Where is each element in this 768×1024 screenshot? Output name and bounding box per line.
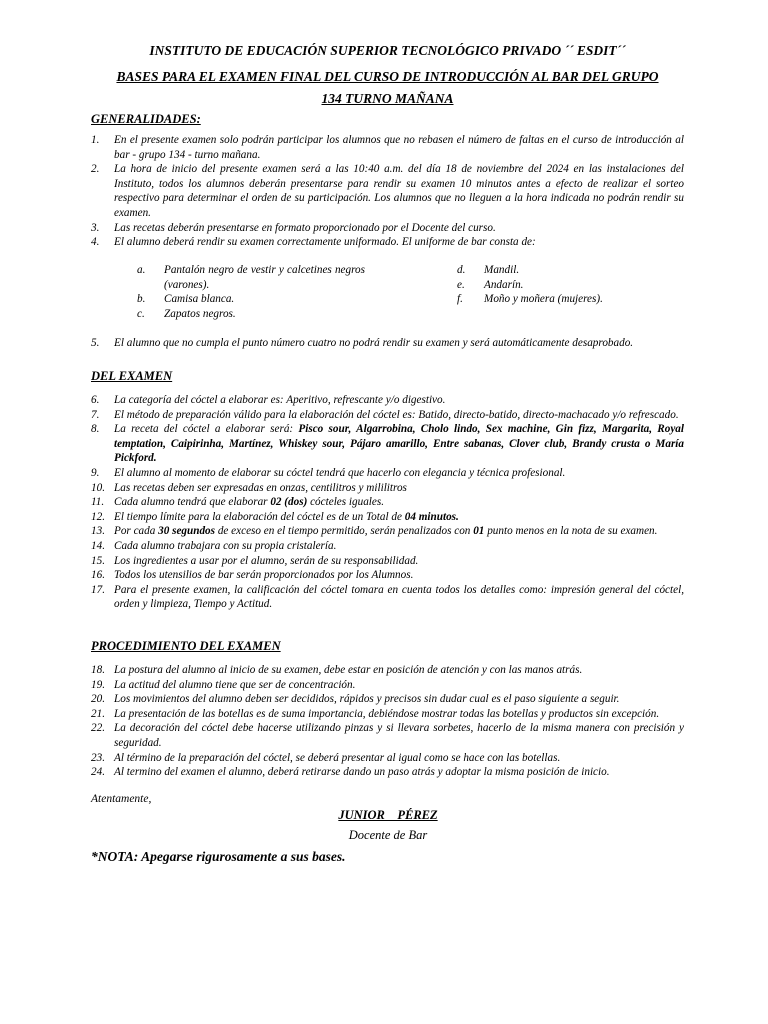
- list-item: 11. Cada alumno tendrá que elaborar 02 (dos) cócteles iguales.: [91, 496, 385, 509]
- list-item: 18. La postura del alumno al inicio de su examen, debe estar en posición de atención y con las manos atrás.: [91, 664, 583, 676]
- institute-title: INSTITUTO DE EDUCACIÓN SUPERIOR TECNOLÓGICO PRIVADO ´´ ESDIT´´: [149, 43, 626, 58]
- list-item: 17. Para el presente examen, la calificación del cóctel tomara en cuenta todos los detalles como: impresión general del cóctel, orden y limpieza, Tiempo y Actitud.: [91, 583, 684, 611]
- signature-name: JUNIOR PÉREZ: [338, 808, 438, 822]
- list-item: 3. Las recetas deberán presentarse en formato proporcionado por el Docente del curso.: [91, 221, 496, 234]
- list-item-5-container: [91, 336, 684, 351]
- section-heading-del-examen: DEL EXAMEN: [91, 369, 173, 383]
- list-item: 14. Cada alumno trabajara con su propia cristalería.: [91, 539, 337, 552]
- uniform-list-left: [137, 263, 365, 321]
- list-item: 1. En el presente examen solo podrán participar los alumnos que no rebasen el número de faltas en el curso de introducción al bar - grupo 134 - turno mañana.: [91, 134, 684, 161]
- signature-role: Docente de Bar: [348, 828, 428, 842]
- list-item: 9. El alumno al momento de elaborar su cóctel tendrá que hacerlo con elegancia y técnica profesional.: [91, 466, 566, 479]
- list-generalidades: [91, 133, 684, 250]
- section-heading-generalidades: GENERALIDADES:: [91, 112, 201, 126]
- list-item: 20. Los movimientos del alumno deben ser decididos, rápidos y precisos sin dudar cual es el paso siguiente a seguir.: [91, 693, 620, 706]
- uniform-item: e. Andarín.: [457, 278, 524, 291]
- uniform-item: c. Zapatos negros.: [137, 307, 236, 320]
- list-item: 12. El tiempo límite para la elaboración del cóctel es de un Total de 04 minutos.: [91, 510, 459, 523]
- list-item: 24. Al termino del examen el alumno, deberá retirarse dando un paso atrás y adoptar la misma posición de inicio.: [91, 766, 610, 779]
- list-item: 15. Los ingredientes a usar por el alumno, serán de su responsabilidad.: [91, 554, 419, 567]
- uniform-list-right: [457, 263, 657, 307]
- list-item: 5. El alumno que no cumpla el punto número cuatro no podrá rendir su examen y será automáticamente desaprobado.: [91, 337, 634, 349]
- list-del-examen: [91, 393, 684, 612]
- uniform-item: d. Mandil.: [457, 264, 520, 276]
- uniform-item: a. Pantalón negro de vestir y calcetines negros (varones).: [137, 264, 365, 291]
- list-item: 6. La categoría del cóctel a elaborar es: Aperitivo, refrescante y/o digestivo.: [91, 394, 446, 406]
- list-item: 4. El alumno deberá rendir su examen correctamente uniformado. El uniforme de bar consta de:: [91, 236, 536, 249]
- list-item: 22. La decoración del cóctel debe hacerse utilizando pinzas y si llevara sorbetes, hacerlo de la misma manera con precisión y seguridad.: [91, 722, 684, 749]
- document-title-line1: BASES PARA EL EXAMEN FINAL DEL CURSO DE INTRODUCCIÓN AL BAR DEL GRUPO: [116, 69, 659, 84]
- list-item: 21. La presentación de las botellas es de suma importancia, debiéndose mostrar todas las botellas y productos sin excepción.: [91, 707, 660, 720]
- closing-salutation: Atentamente,: [91, 793, 152, 805]
- document-title-line2: 134 TURNO MAÑANA: [321, 91, 454, 106]
- list-item: 16. Todos los utensilios de bar serán proporcionados por los Alumnos.: [91, 569, 414, 582]
- section-heading-procedimiento: PROCEDIMIENTO DEL EXAMEN: [91, 639, 281, 653]
- list-procedimiento: [91, 663, 684, 780]
- list-item: 13. Por cada 30 segundos de exceso en el tiempo permitido, serán penalizados con 01 punto menos en la nota de su examen.: [91, 525, 658, 538]
- list-item: 10. Las recetas deben ser expresadas en onzas, centilitros y mililitros: [91, 481, 407, 494]
- list-item: 7. El método de preparación válido para la elaboración del cóctel es: Batido, directo-batido, directo-machacado y/o refrescado.: [91, 408, 679, 421]
- list-item: 19. La actitud del alumno tiene que ser de concentración.: [91, 678, 356, 691]
- uniform-item: f. Moño y moñera (mujeres).: [457, 293, 603, 306]
- list-item: 23. Al término de la preparación del cóctel, se deberá presentar al igual como se hace con las botellas.: [91, 751, 561, 764]
- note: *NOTA: Apegarse rigurosamente a sus bases.: [91, 849, 346, 864]
- list-item: 8. La receta del cóctel a elaborar será: Pisco sour, Algarrobina, Cholo lindo, Sex machine, Gin fizz, Margarita, Royal temptation, Caipirinha, Martínez, Whiskey sour, Pájaro amarillo, Entre sabanas, Clover club, Brandy crusta o María Pickford.: [91, 423, 684, 465]
- list-item: 2. La hora de inicio del presente examen será a las 10:40 a.m. del día 18 de noviembre del 2024 en las instalaciones del Instituto, todos los alumnos deberán presentarse para rendir su examen 10 minutos antes a efecto de realizar el sorteo respectivo para determinar el orden de su participación. Los alumnos que no lleguen a la hora indicada no podrán rendir su examen.: [91, 163, 684, 219]
- uniform-item: b. Camisa blanca.: [137, 293, 235, 306]
- document-title: [60, 66, 715, 110]
